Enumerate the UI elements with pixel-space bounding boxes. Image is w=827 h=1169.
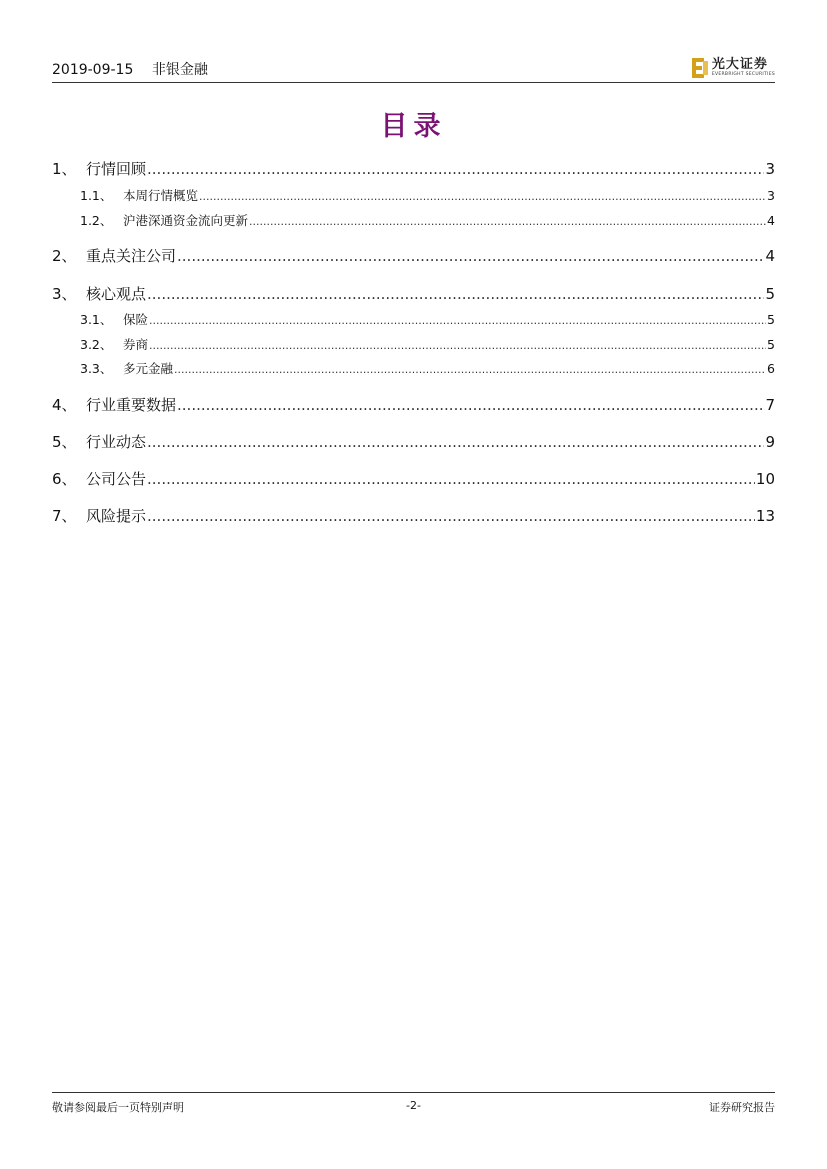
- toc-entry-page: 5: [767, 337, 775, 352]
- toc-entry[interactable]: [52, 359, 775, 377]
- toc-entry[interactable]: [52, 245, 775, 266]
- toc-entry-number: 7、: [52, 507, 77, 525]
- toc-entry[interactable]: [52, 468, 775, 489]
- toc-entry-page: 6: [767, 361, 775, 376]
- toc-entry-title: 沪港深通资金流向更新: [123, 213, 249, 228]
- toc-entry-title: 行业动态: [86, 433, 147, 451]
- toc-leader-dots: [147, 433, 764, 451]
- toc-leader-dots: [249, 215, 766, 228]
- toc-leader-dots: [199, 190, 766, 203]
- toc-entry-page: 3: [767, 188, 775, 203]
- toc-entry-page: 4: [767, 213, 775, 228]
- company-logo: [692, 58, 775, 78]
- footer-disclaimer: 敬请参阅最后一页特别声明: [52, 1101, 184, 1114]
- header-meta: [52, 59, 222, 79]
- toc-entry-number: 3.1、: [80, 312, 113, 327]
- toc-entry-title: 券商: [123, 337, 149, 352]
- toc-entry-page: 10: [755, 470, 775, 488]
- toc-entry-title: 行情回顾: [86, 160, 147, 178]
- toc-leader-dots: [177, 247, 764, 265]
- toc-entry[interactable]: [52, 431, 775, 452]
- toc-entry-page: 9: [765, 433, 775, 451]
- toc-entry-number: 3.2、: [80, 337, 113, 352]
- toc-entry-number: 3、: [52, 285, 77, 303]
- toc-entry[interactable]: [52, 186, 775, 204]
- toc-entry-number: 2、: [52, 247, 77, 265]
- toc-entry[interactable]: [52, 394, 775, 415]
- toc-entry-page: 7: [765, 396, 775, 414]
- toc-entry[interactable]: [52, 505, 775, 526]
- toc-entry-page: 5: [767, 312, 775, 327]
- sector-name: 非银金融: [151, 62, 208, 78]
- toc-entry-number: 1、: [52, 160, 77, 178]
- toc-leader-dots: [149, 314, 766, 327]
- toc-entry-number: 4、: [52, 396, 77, 414]
- toc-leader-dots: [147, 160, 764, 178]
- toc-leader-dots: [149, 339, 766, 352]
- toc-entry-title: 保险: [123, 312, 149, 327]
- toc-entry-title: 风险提示: [86, 507, 147, 525]
- toc-entry-page: 4: [765, 247, 775, 265]
- report-date: 2019-09-15: [52, 62, 134, 78]
- toc-leader-dots: [147, 285, 764, 303]
- toc-entry-title: 本周行情概览: [123, 188, 199, 203]
- toc-entry-title: 行业重要数据: [86, 396, 177, 414]
- toc-entry-number: 1.2、: [80, 213, 113, 228]
- toc-entry[interactable]: [52, 211, 775, 229]
- toc-entry-title: 重点关注公司: [86, 247, 177, 265]
- toc-title: 目录: [380, 111, 447, 142]
- everbright-logo-icon: [692, 58, 708, 78]
- toc-entry-title: 核心观点: [86, 285, 147, 303]
- toc-leader-dots: [147, 470, 755, 488]
- logo-english-name: EVERBRIGHT SECURITIES: [711, 72, 775, 78]
- page-header: [52, 52, 775, 83]
- toc-entry[interactable]: [52, 335, 775, 353]
- toc-entry-title: 多元金融: [123, 361, 174, 376]
- toc-entry-number: 5、: [52, 433, 77, 451]
- page-footer: [52, 1092, 775, 1114]
- toc-entry[interactable]: [52, 158, 775, 179]
- toc-entry[interactable]: [52, 310, 775, 328]
- toc-leader-dots: [174, 363, 766, 376]
- toc-entry-title: 公司公告: [86, 470, 147, 488]
- toc-entry-page: 13: [755, 507, 775, 525]
- footer-report-type: 证券研究报告: [709, 1101, 775, 1114]
- logo-chinese-name: 光大证券: [711, 57, 768, 73]
- toc-entry-page: 3: [765, 160, 775, 178]
- footer-page-number: -2-: [406, 1099, 421, 1112]
- toc-entry-page: 5: [765, 285, 775, 303]
- toc-entry-number: 6、: [52, 470, 77, 488]
- toc-leader-dots: [147, 507, 755, 525]
- toc-entry-number: 1.1、: [80, 188, 113, 203]
- toc-entry[interactable]: [52, 283, 775, 304]
- toc-leader-dots: [177, 396, 764, 414]
- toc-entry-number: 3.3、: [80, 361, 113, 376]
